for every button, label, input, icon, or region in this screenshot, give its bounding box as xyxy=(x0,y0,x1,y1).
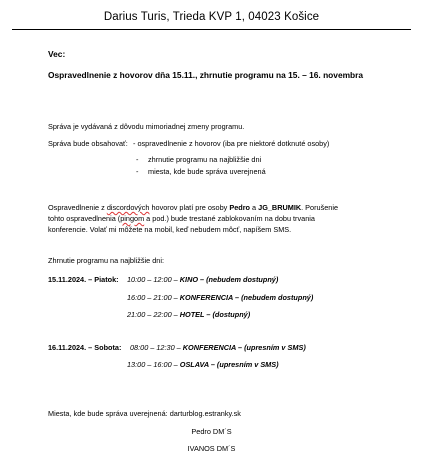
bullet-dash: - xyxy=(136,167,139,176)
contents-item: - ospravedlnenie z hovorov (iba pre niektoré dotknuté osoby) xyxy=(133,139,330,148)
apology-text: Ospravedlnenie z xyxy=(48,203,107,212)
person-name: JG_BRUMIK xyxy=(258,203,302,212)
event-time: 13:00 – 16:00 xyxy=(127,360,172,369)
event-text: KONFERENCIA – (upresním v SMS) xyxy=(182,343,306,352)
header-divider xyxy=(12,29,411,30)
apology-line-1 xyxy=(48,203,338,214)
program-event xyxy=(127,310,250,321)
person-name: Pedro xyxy=(229,203,251,212)
contents-label: Správa bude obsahovať: xyxy=(48,139,128,148)
event-separator: – xyxy=(171,310,180,319)
misspelled-word: pingom xyxy=(120,214,145,223)
day-label: 15.11.2024. – Piatok: xyxy=(48,275,119,284)
event-text: OSLAVA – (upresním v SMS) xyxy=(179,360,279,369)
apology-line-3: konferencie. Volať mi môžete na mobil, keď nebudem môcť, napíšem SMS. xyxy=(48,225,292,234)
day-label: 16.11.2024. – Sobota: xyxy=(48,343,122,352)
publication-places: Miesta, kde bude správa uverejnená: darturblog.estranky.sk xyxy=(48,409,241,418)
intro-text: Správa je vydávaná z dôvodu mimoriadnej zmeny programu. xyxy=(48,122,245,131)
apology-text: hovorov platí pre osoby xyxy=(149,203,230,212)
event-time: 08:00 – 12:30 xyxy=(130,343,175,352)
event-text: KINO – (nebudem dostupný) xyxy=(179,275,279,284)
event-time: 16:00 – 21:00 xyxy=(127,293,172,302)
misspelled-word: discordových xyxy=(106,203,150,212)
apology-line-2 xyxy=(48,214,315,225)
apology-text: . Porušenie xyxy=(301,203,339,212)
event-text: KONFERENCIA – (nebudem dostupný) xyxy=(179,293,314,302)
event-text: HOTEL – (dostupný) xyxy=(179,310,251,319)
event-time: 21:00 – 22:00 xyxy=(127,310,172,319)
event-separator: – xyxy=(171,360,180,369)
apology-text: tohto ospravedlnenia ( xyxy=(48,214,121,223)
subject-line: Ospravedlnenie z hovorov dňa 15.11., zhrnutie programu na 15. – 16. novembra xyxy=(48,70,364,80)
bullet-item: miesta, kde bude správa uverejnená xyxy=(148,167,266,176)
program-event xyxy=(127,360,279,371)
subject-label: Vec: xyxy=(48,49,66,59)
letter-header: Darius Turis, Trieda KVP 1, 04023 Košice xyxy=(103,11,320,23)
event-separator: – xyxy=(171,275,180,284)
recipient: IVANOS DM´S xyxy=(187,444,236,453)
program-intro: Zhrnutie programu na najbližšie dni: xyxy=(48,256,165,265)
apology-text: a pod.) bude trestané zablokovaním na dobu trvania xyxy=(144,214,315,223)
bullet-dash: - xyxy=(136,155,139,164)
event-separator: – xyxy=(174,343,183,352)
event-time: 10:00 – 12:00 xyxy=(127,275,172,284)
program-event xyxy=(130,343,306,354)
program-event xyxy=(127,293,313,304)
event-separator: – xyxy=(171,293,180,302)
bullet-item: zhrnutie programu na najbližšie dni xyxy=(148,155,262,164)
recipient: Pedro DM´S xyxy=(191,427,232,436)
program-event xyxy=(127,275,278,286)
apology-text: a xyxy=(250,203,259,212)
